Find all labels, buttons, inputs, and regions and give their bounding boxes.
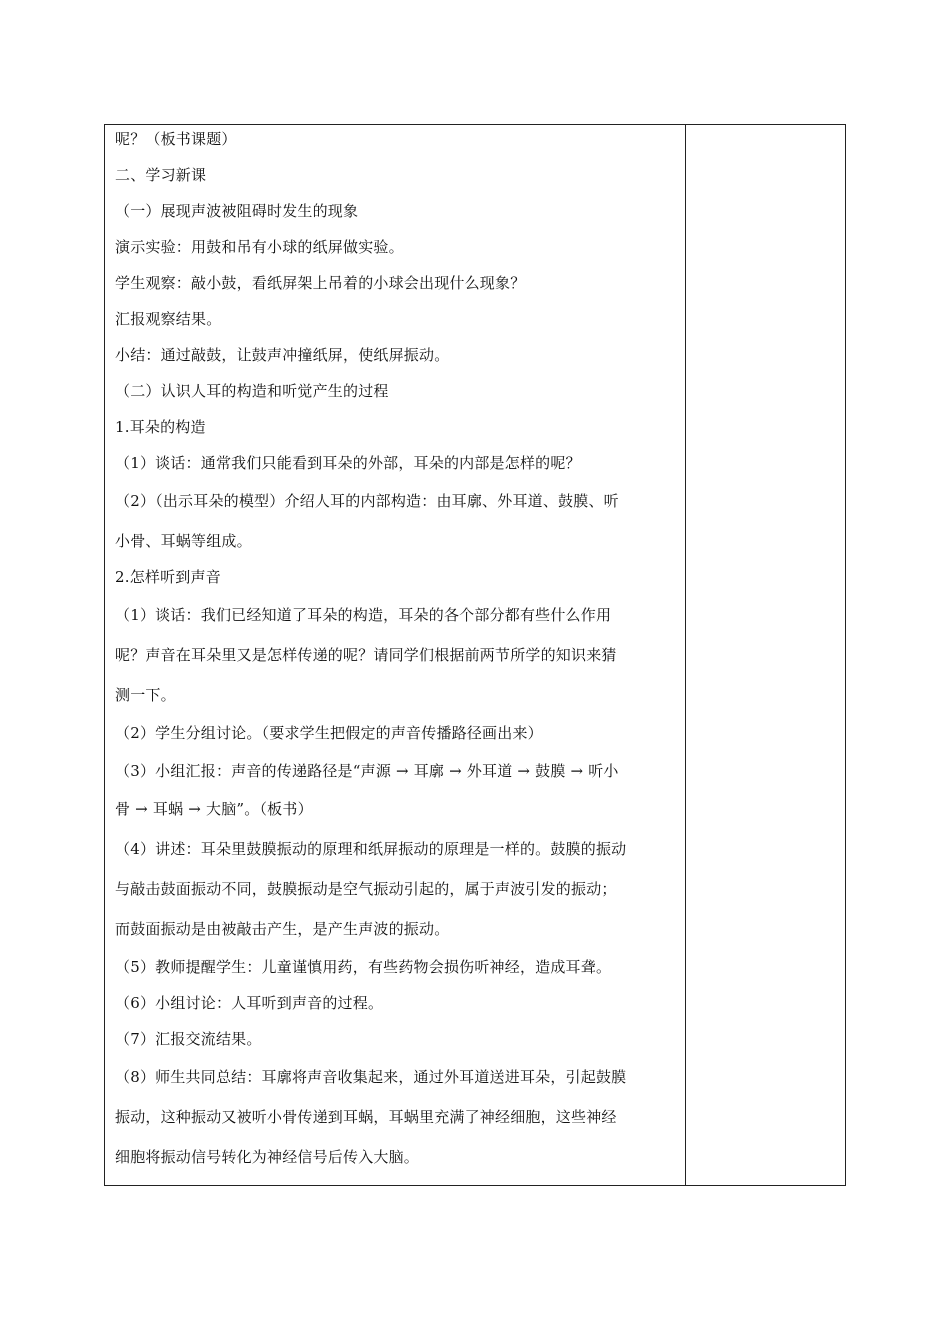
notes-cell xyxy=(686,125,845,1185)
text-line: （2）学生分组讨论。（要求学生把假定的声音传播路径画出来） xyxy=(115,724,543,742)
text-line: 汇报观察结果。 xyxy=(115,310,222,328)
text-line: 1.耳朵的构造 xyxy=(115,418,206,436)
text-line: （二）认识人耳的构造和听觉产生的过程 xyxy=(115,382,389,400)
text-line: （1）谈话：通常我们只能看到耳朵的外部，耳朵的内部是怎样的呢？ xyxy=(115,454,581,472)
text-line: （一）展现声波被阻碍时发生的现象 xyxy=(115,202,359,220)
text-line: 演示实验：用鼓和吊有小球的纸屏做实验。 xyxy=(115,238,404,256)
text-line: 小骨、耳蜗等组成。 xyxy=(115,532,252,550)
text-line: （2）（出示耳朵的模型）介绍人耳的内部构造：由耳廓、外耳道、鼓膜、听 xyxy=(115,492,619,510)
main-content-cell xyxy=(105,125,686,1185)
text-line: （6）小组讨论：人耳听到声音的过程。 xyxy=(115,994,384,1012)
text-line: （4）讲述：耳朵里鼓膜振动的原理和纸屏振动的原理是一样的。鼓膜的振动 xyxy=(115,840,627,858)
text-line: 而鼓面振动是由被敲击产生，是产生声波的振动。 xyxy=(115,920,450,938)
text-line: 呢？（板书课题） xyxy=(115,130,237,148)
text-line: （8）师生共同总结：耳廓将声音收集起来，通过外耳道送进耳朵，引起鼓膜 xyxy=(115,1068,627,1086)
text-line: （5）教师提醒学生：儿童谨慎用药，有些药物会损伤听神经，造成耳聋。 xyxy=(115,958,612,976)
text-line: 学生观察：敲小鼓，看纸屏架上吊着的小球会出现什么现象？ xyxy=(115,274,526,292)
text-line: 细胞将振动信号转化为神经信号后传入大脑。 xyxy=(115,1148,420,1166)
text-line: 2.怎样听到声音 xyxy=(115,568,221,586)
text-line: 振动，这种振动又被听小骨传递到耳蜗，耳蜗里充满了神经细胞，这些神经 xyxy=(115,1108,617,1126)
text-line: 骨 → 耳蜗 → 大脑”。（板书） xyxy=(115,800,313,818)
text-line: 呢？声音在耳朵里又是怎样传递的呢？请同学们根据前两节所学的知识来猜 xyxy=(115,646,617,664)
text-line: （3）小组汇报：声音的传递路径是“声源 → 耳廓 → 外耳道 → 鼓膜 → 听小 xyxy=(115,762,619,780)
text-line: 与敲击鼓面振动不同，鼓膜振动是空气振动引起的，属于声波引发的振动； xyxy=(115,880,617,898)
text-line: （7）汇报交流结果。 xyxy=(115,1030,262,1048)
text-line: 测一下。 xyxy=(115,686,176,704)
lesson-table xyxy=(104,124,846,1186)
text-line: 小结：通过敲鼓，让鼓声冲撞纸屏，使纸屏振动。 xyxy=(115,346,450,364)
text-line: （1）谈话：我们已经知道了耳朵的构造，耳朵的各个部分都有些什么作用 xyxy=(115,606,612,624)
text-line: 二、学习新课 xyxy=(115,166,207,184)
